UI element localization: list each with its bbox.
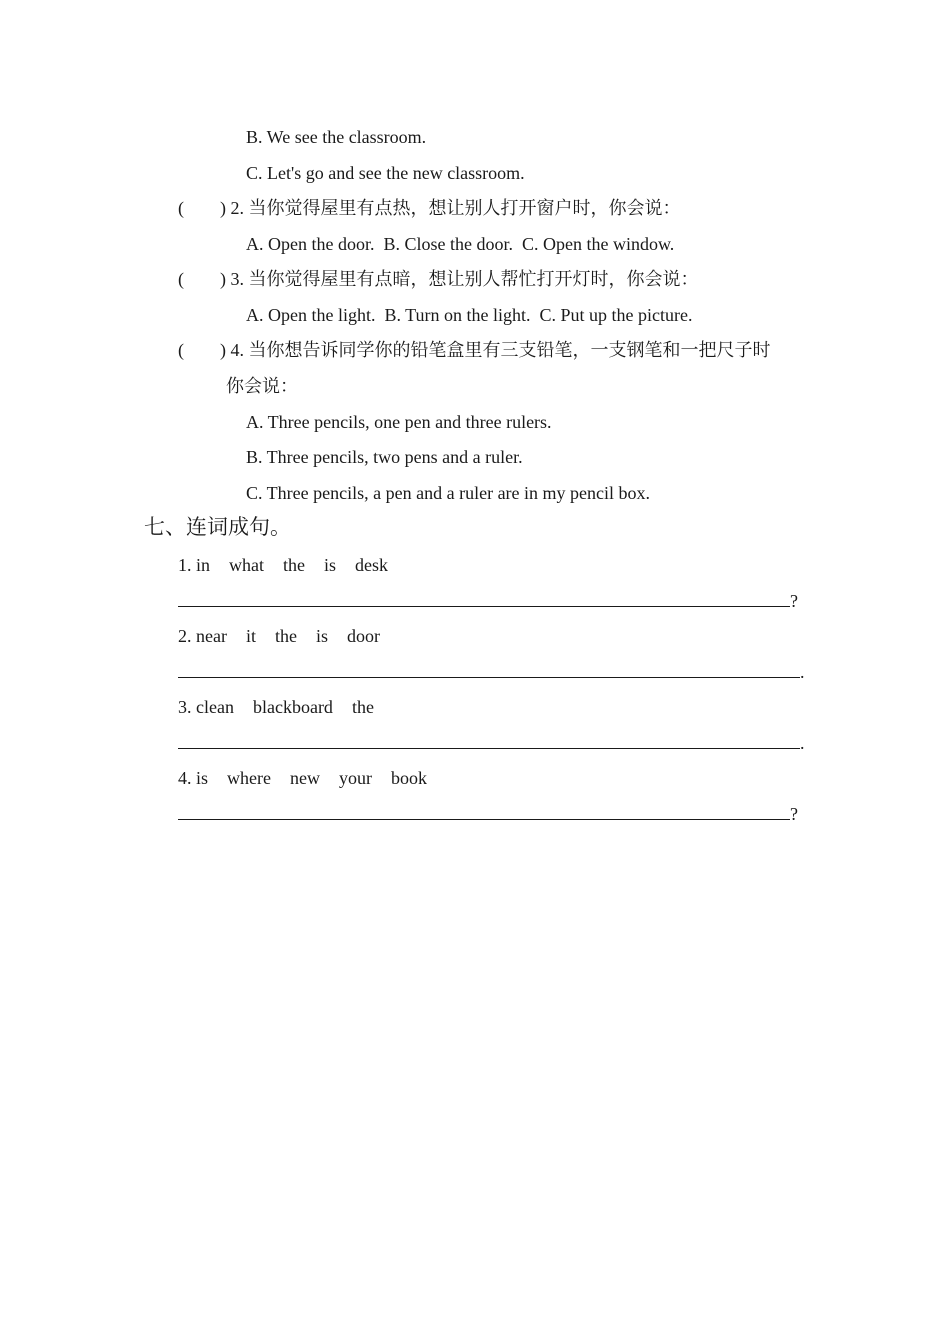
- question-3: [178, 268, 699, 290]
- end-mark: .: [800, 662, 805, 682]
- answer-paren[interactable]: ( ): [178, 340, 226, 360]
- item-number: 1.: [178, 555, 192, 575]
- answer-paren[interactable]: ( ): [178, 198, 226, 218]
- question-text: 3. 当你觉得屋里有点暗，想让别人帮忙打开灯时，你会说：: [226, 269, 699, 289]
- answer-blank[interactable]: [178, 734, 800, 749]
- question-4-continuation: 你会说：: [226, 376, 298, 396]
- section-heading: 七、连词成句。: [144, 515, 291, 539]
- word: is: [324, 555, 337, 575]
- word: desk: [355, 555, 389, 575]
- word: your: [339, 768, 372, 788]
- scramble-item-4: [178, 767, 427, 789]
- word: is: [316, 626, 329, 646]
- word: the: [283, 555, 306, 575]
- answer-paren[interactable]: ( ): [178, 269, 226, 289]
- item-number: 2.: [178, 626, 192, 646]
- q4-option-b: B. Three pencils, two pens and a ruler.: [246, 447, 523, 467]
- word: near: [196, 626, 227, 646]
- answer-blank[interactable]: [178, 805, 790, 820]
- answer-line-3: [178, 732, 805, 754]
- word: it: [245, 626, 256, 646]
- word: new: [290, 768, 320, 788]
- question-2: [178, 197, 681, 219]
- word: the: [351, 697, 374, 717]
- question-text: 4. 当你想告诉同学你的铅笔盒里有三支铅笔，一支钢笔和一把尺子时: [226, 340, 771, 360]
- end-mark: ?: [790, 804, 798, 824]
- word: where: [227, 768, 271, 788]
- end-mark: ?: [790, 591, 798, 611]
- item-number: 4.: [178, 768, 192, 788]
- q4-option-c: C. Three pencils, a pen and a ruler are in my pencil box.: [246, 483, 651, 503]
- answer-line-4: [178, 803, 798, 825]
- word: door: [347, 626, 381, 646]
- item-number: 3.: [178, 697, 192, 717]
- answer-line-2: [178, 661, 805, 683]
- q4-option-a: A. Three pencils, one pen and three rulers.: [246, 412, 552, 432]
- q1-option-b: B. We see the classroom.: [246, 127, 427, 147]
- question-text: 2. 当你觉得屋里有点热，想让别人打开窗户时，你会说：: [226, 198, 681, 218]
- scramble-item-1: [178, 554, 388, 576]
- word: book: [391, 768, 427, 788]
- word: is: [196, 768, 209, 788]
- word: what: [229, 555, 265, 575]
- q3-options: A. Open the light. B. Turn on the light. C. Put up the picture.: [246, 305, 693, 325]
- word: in: [196, 555, 211, 575]
- end-mark: .: [800, 733, 805, 753]
- scramble-item-2: [178, 625, 380, 647]
- answer-blank[interactable]: [178, 592, 790, 607]
- question-4: [178, 339, 771, 361]
- scramble-item-3: [178, 696, 374, 718]
- word: clean: [196, 697, 234, 717]
- q2-options: A. Open the door. B. Close the door. C. Open the window.: [246, 234, 675, 254]
- word: the: [275, 626, 297, 646]
- answer-line-1: [178, 590, 798, 612]
- answer-blank[interactable]: [178, 663, 800, 678]
- q1-option-c: C. Let's go and see the new classroom.: [246, 163, 525, 183]
- word: blackboard: [252, 697, 333, 717]
